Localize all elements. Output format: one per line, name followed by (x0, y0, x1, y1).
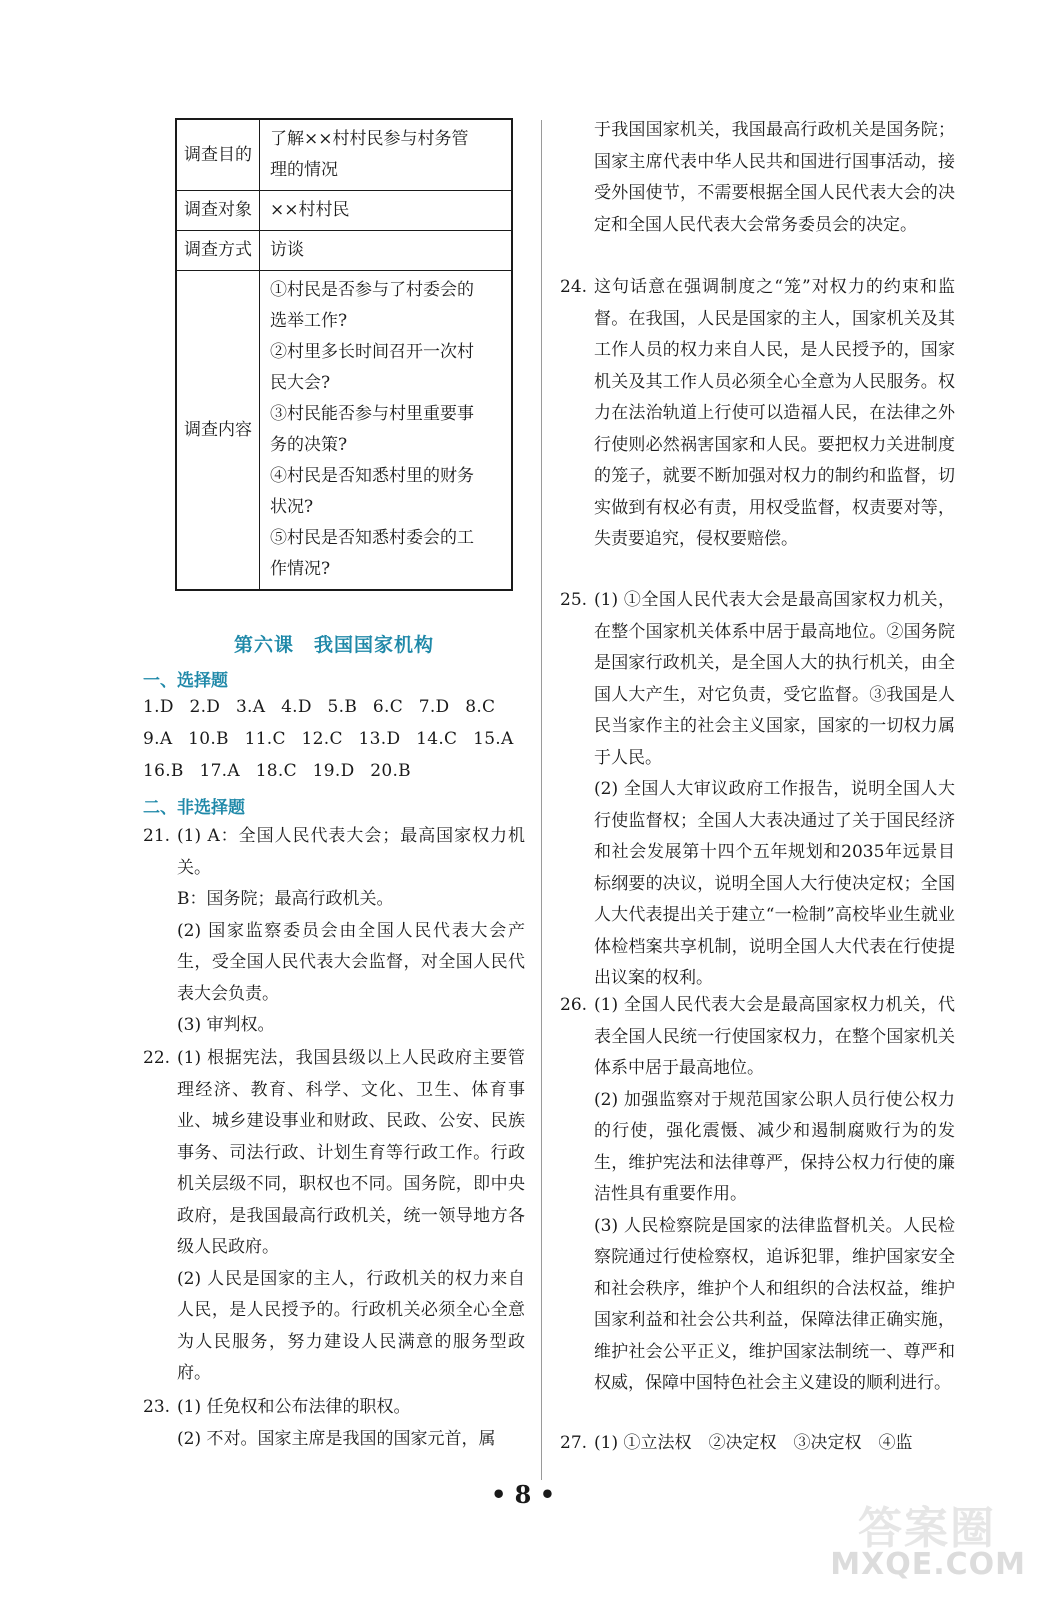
answer-paragraph: (1) 全国人民代表大会是最高国家权力机关，代表全国人民统一行使国家权力，在整个国家机关体系中居于最高地位。 (594, 995, 955, 1078)
mc-answer-row (143, 729, 525, 749)
question-number: 25. (560, 590, 588, 610)
answer-paragraph: (2) 人民是国家的主人，行政机关的权力来自人民，是人民授予的。行政机关必须全心全意为人民服务，努力建设人民满意的服务型政府。 (177, 1268, 525, 1383)
mc-answer-row (143, 761, 525, 781)
answer-paragraph: (1) ①立法权 ②决定权 ③决定权 ④监 (594, 1433, 913, 1453)
mc-answer: 5.B (327, 697, 358, 717)
page-number: • 8 • (490, 1480, 556, 1509)
table-key: 调查内容 (176, 271, 260, 591)
table-row (176, 271, 512, 591)
table-value: 了解××村村民参与村务管 理的情况 (260, 119, 513, 191)
mc-answer: 8.C (465, 697, 496, 717)
mc-answer: 20.B (370, 761, 411, 781)
mc-answer: 9.A (143, 729, 173, 749)
table-row (176, 119, 512, 191)
mc-answer: 1.D (143, 697, 174, 717)
watermark-text: 答案圈 (858, 1503, 996, 1554)
mc-answer: 14.C (416, 729, 458, 749)
table-row (176, 231, 512, 271)
question-23 (143, 1392, 525, 1455)
answer-paragraph: 这句话意在强调制度之“笼”对权力的约束和监督。在我国，人民是国家的主人，国家机关及其工作人员的权力来自人民，是人民授予的，国家机关及其工作人员必须全心全意为人民服务。权力在法治轨道上行使可以造福人民，在法律之外行使则必然祸害国家和人民。要把权力关进制度的笼子，就要不断加强对权力的制约和监督，切实做到有权必有责，用权受监督，权责要对等，失责要追究，侵权要赔偿。 (594, 277, 955, 549)
answer-paragraph: (2) 国家监察委员会由全国人民代表大会产生，受全国人民代表大会监督，对全国人民代表大会负责。 (177, 920, 525, 1004)
mc-answer: 10.B (188, 729, 229, 749)
section-heading-nonchoice: 二、非选择题 (143, 798, 245, 818)
mc-answer: 18.C (255, 761, 297, 781)
mc-answer: 15.A (473, 729, 514, 749)
table-value: 访谈 (260, 231, 513, 271)
answer-paragraph: (1) 任免权和公布法律的职权。 (177, 1397, 411, 1417)
question-number: 22. (143, 1048, 171, 1068)
table-value: ①村民是否参与了村委会的 选举工作? ②村里多长时间召开一次村 民大会? ③村民能否参与村里重要事 务的决策? ④村民是否知悉村里的财务 状况? ⑤村民是否知悉村委会的工 作情况? (260, 271, 513, 591)
column-divider (541, 120, 542, 1480)
mc-answer: 4.D (281, 697, 312, 717)
answer-paragraph: (2) 全国人大审议政府工作报告，说明全国人大行使监督权；全国人大表决通过了关于国民经济和社会发展第十四个五年规划和2035年远景目标纲要的决议，说明全国人大行使决定权；全国人大代表提出关于建立“一检制”高校毕业生就业体检档案共享机制，说明全国人大代表在行使提出议案的权利。 (594, 779, 955, 988)
question-23-continued (560, 115, 955, 241)
watermark-url: MXQE.COM (830, 1547, 1026, 1582)
mc-answer: 13.D (358, 729, 401, 749)
answer-paragraph: B：国务院；最高行政机关。 (177, 889, 394, 909)
question-24 (560, 272, 955, 556)
question-25 (560, 585, 955, 995)
table-key: 调查方式 (176, 231, 260, 271)
mc-answer: 12.C (301, 729, 343, 749)
mc-answer: 6.C (372, 697, 404, 717)
answer-paragraph: (3) 审判权。 (177, 1015, 275, 1035)
question-21 (143, 821, 525, 1042)
table-key: 调查对象 (176, 191, 260, 231)
answer-paragraph: (1) A：全国人民代表大会；最高国家权力机关。 (177, 826, 525, 878)
table-row (176, 191, 512, 231)
watermark-logo (816, 1492, 1026, 1582)
table-key: 调查目的 (176, 119, 260, 191)
table-value: ××村村民 (260, 191, 513, 231)
answer-paragraph: (3) 人民检察院是国家的法律监督机关。人民检察院通过行使检察权，追诉犯罪，维护国家安全和社会秩序，维护个人和组织的合法权益，维护国家利益和社会公共利益，保障法律正确实施，维护社会公平正义，维护国家法制统一、尊严和权威，保障中国特色社会主义建设的顺利进行。 (594, 1215, 955, 1393)
answer-paragraph: (1) 根据宪法，我国县级以上人民政府主要管理经济、教育、科学、文化、卫生、体育事业、城乡建设事业和财政、民政、公安、民族事务、司法行政、计划生育等行政工作。行政机关层级不同，职权也不同。国务院，即中央政府，是我国最高行政机关，统一领导地方各级人民政府。 (177, 1048, 525, 1257)
answer-paragraph: 于我国国家机关，我国最高行政机关是国务院；国家主席代表中华人民共和国进行国事活动，接受外国使节，不需要根据全国人民代表大会的决定和全国人民代表大会常务委员会的决定。 (594, 120, 955, 235)
lesson-title: 第六课 我国国家机构 (233, 634, 434, 656)
question-number: 27. (560, 1433, 588, 1453)
mc-answer: 11.C (244, 729, 286, 749)
survey-table (175, 118, 513, 591)
answer-paragraph: (1) ①全国人民代表大会是最高国家权力机关，在整个国家机关体系中居于最高地位。②国务院是国家行政机关，是全国人大的执行机关，由全国人大产生，对它负责，受它监督。③我国是人民当家作主的社会主义国家，国家的一切权力属于人民。 (594, 590, 955, 768)
section-heading-choice: 一、选择题 (143, 671, 228, 691)
mc-answer: 2.D (189, 697, 221, 717)
question-22 (143, 1043, 525, 1390)
question-number: 24. (560, 277, 588, 297)
answer-paragraph: (2) 不对。国家主席是我国的国家元首，属 (177, 1428, 496, 1449)
mc-answer-row (143, 697, 525, 717)
question-number: 26. (560, 995, 588, 1015)
mc-answer: 7.D (418, 697, 450, 717)
question-number: 21. (143, 826, 171, 846)
mc-answer: 19.D (312, 761, 355, 781)
answer-paragraph: (2) 加强监察对于规范国家公职人员行使公权力的行使，强化震慑、减少和遏制腐败行为的发生，维护宪法和法律尊严，保持公权力行使的廉洁性具有重要作用。 (594, 1089, 955, 1204)
question-number: 23. (143, 1397, 171, 1417)
mc-answer: 3.A (235, 697, 266, 717)
mc-answer: 17.A (199, 761, 240, 781)
question-27 (560, 1428, 955, 1460)
mc-answer: 16.B (143, 761, 184, 781)
question-26 (560, 990, 955, 1400)
